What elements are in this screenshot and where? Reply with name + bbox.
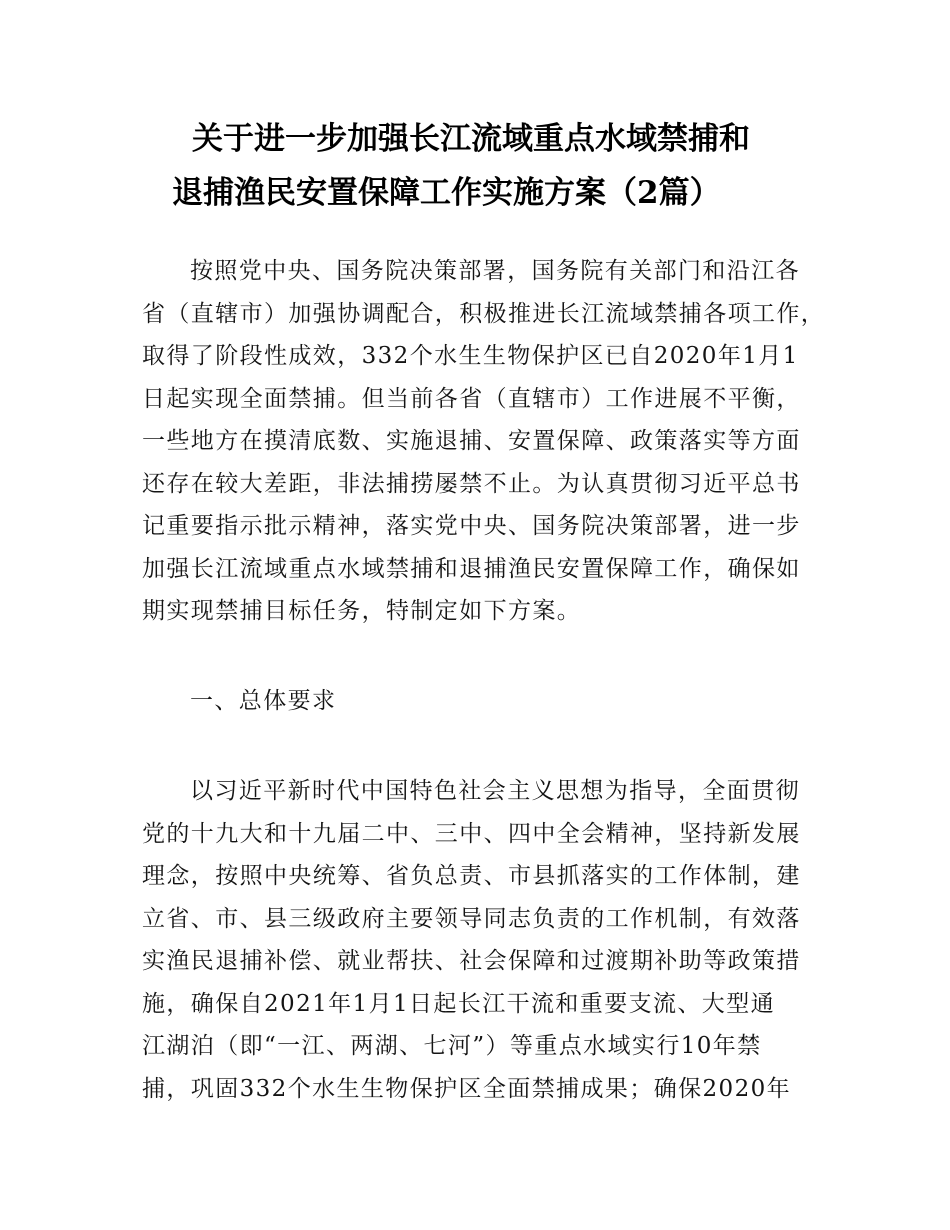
general-requirements-paragraph xyxy=(142,770,832,1110)
paragraph-line: 省（直辖市）加强协调配合，积极推进长江流域禁捕各项工作， xyxy=(142,300,826,327)
paragraph-line: 以习近平新时代中国特色社会主义思想为指导，全面贯彻 xyxy=(190,778,800,804)
paragraph-line: 加强长江流域重点水域禁捕和退捕渔民安置保障工作，确保如 xyxy=(142,555,801,582)
title-line: 退捕渔民安置保障工作实施方案（2篇） xyxy=(172,175,721,211)
paragraph-line: 党的十九大和十九届二中、三中、四中全会精神，坚持新发展 xyxy=(142,820,801,847)
paragraph-line: 理念，按照中央统筹、省负总责、市县抓落实的工作体制，建 xyxy=(142,863,801,889)
paragraph-line: 记重要指示批示精神，落实党中央、国务院决策部署，进一步 xyxy=(142,513,801,539)
paragraph-line: 按照党中央、国务院决策部署，国务院有关部门和沿江各 xyxy=(190,258,800,284)
paragraph-line: 实渔民退捕补偿、就业帮扶、社会保障和过渡期补助等政策措 xyxy=(142,948,801,974)
paragraph-line: 一些地方在摸清底数、实施退捕、安置保障、政策落实等方面 xyxy=(142,428,801,454)
intro-paragraph xyxy=(142,250,832,633)
paragraph-line: 期实现禁捕目标任务，特制定如下方案。 xyxy=(142,598,582,624)
paragraph-line: 日起实现全面禁捕。但当前各省（直辖市）工作进展不平衡， xyxy=(142,385,801,412)
section-heading-text: 一、总体要求 xyxy=(190,688,337,714)
section-heading xyxy=(142,680,832,723)
paragraph-line: 江湖泊（即“一江、两湖、七河”）等重点水域实行10年禁 xyxy=(142,1033,762,1059)
paragraph-line: 还存在较大差距，非法捕捞屡禁不止。为认真贯彻习近平总书 xyxy=(142,470,801,497)
title-line: 关于进一步加强长江流域重点水域禁捕和 xyxy=(192,121,750,157)
paragraph-line: 施，确保自2021年1月1日起长江干流和重要支流、大型通 xyxy=(142,990,775,1017)
paragraph-line: 取得了阶段性成效，332个水生生物保护区已自2020年1月1 xyxy=(142,343,799,369)
paragraph-line: 立省、市、县三级政府主要领导同志负责的工作机制，有效落 xyxy=(142,905,801,932)
paragraph-line: 捕，巩固332个水生生物保护区全面禁捕成果；确保2020年 xyxy=(142,1075,792,1102)
document-title xyxy=(140,112,830,220)
